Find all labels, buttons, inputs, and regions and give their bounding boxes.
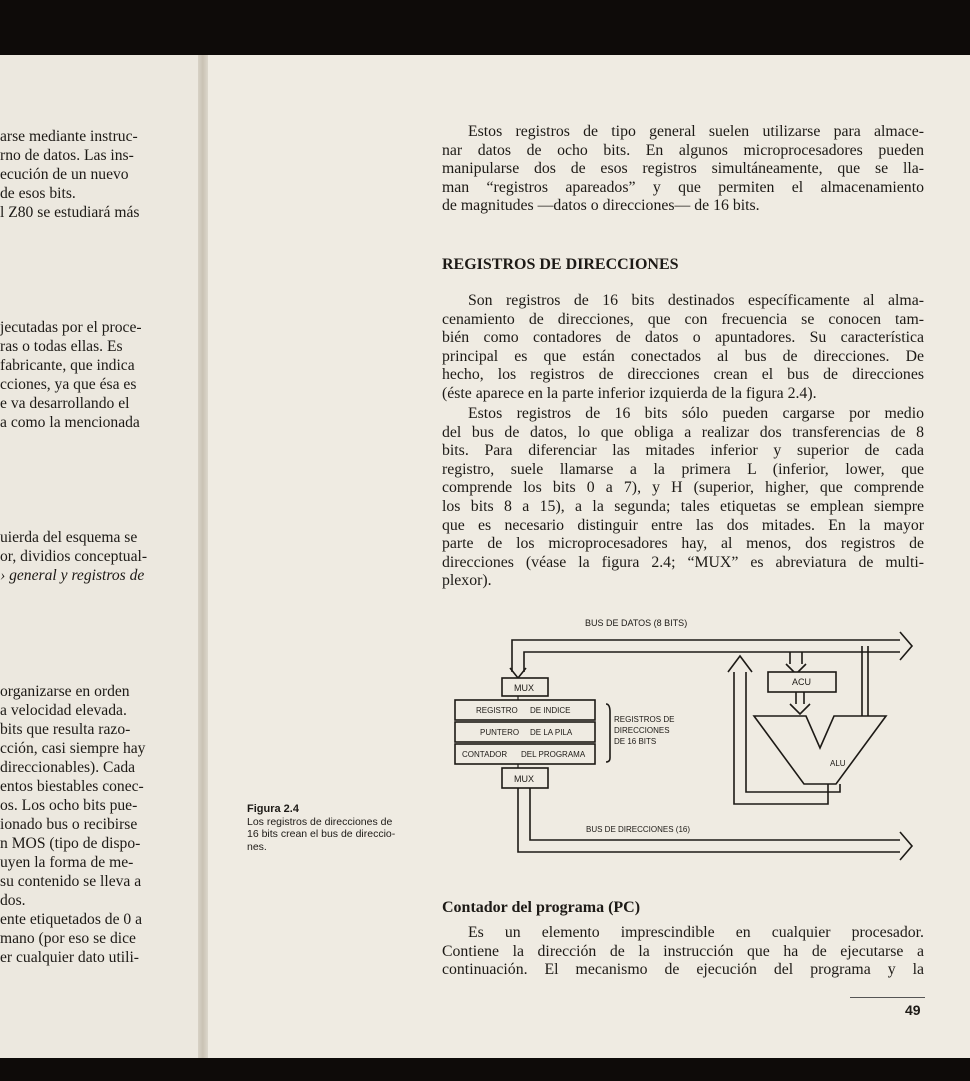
- bracket-label-3: DE 16 BITS: [614, 737, 657, 746]
- text-line: hecho, los registros de direcciones crean el bus de direcciones: [442, 366, 924, 384]
- register-index-label-a: REGISTRO: [476, 706, 518, 715]
- text-line: del bus de datos, lo que obliga a realizar dos transferencias de 8: [442, 423, 924, 441]
- left-page-line: de esos bits.: [0, 185, 76, 202]
- bracket-label-1: REGISTROS DE: [614, 715, 675, 724]
- text-line: Son registros de 16 bits destinados específicamente al alma-: [468, 292, 924, 309]
- left-page-line: direccionables). Cada: [0, 759, 136, 776]
- section-paragraph-1: [442, 292, 924, 404]
- text-line: los bits 8 a 15), a la segunda; tales etiquetas se emplean siempre: [442, 497, 924, 515]
- bus-data-label: BUS DE DATOS (8 BITS): [585, 618, 688, 628]
- left-page-line: os. Los ocho bits pue-: [0, 797, 138, 814]
- left-page-line: organizarse en orden: [0, 683, 130, 700]
- left-page-line: entos biestables conec-: [0, 778, 144, 795]
- left-page-line: ente etiquetados de 0 a: [0, 911, 143, 928]
- caption-line: nes.: [247, 840, 267, 853]
- left-page-line: ionado bus o recibirse: [0, 816, 138, 833]
- text-line: Estos registros de tipo general suelen utilizarse para almace-: [468, 123, 924, 140]
- text-line: (éste aparece en la parte inferior izquierda de la figura 2.4).: [442, 384, 817, 402]
- register-index-label-b: DE INDICE: [530, 706, 571, 715]
- intro-paragraph: [442, 123, 924, 216]
- text-line: continuación. El mecanismo de ejecución del programa y la: [442, 961, 924, 979]
- left-page-line: uyen la forma de me-: [0, 854, 134, 871]
- caption-title: Figura 2.4: [247, 803, 299, 815]
- left-page-line: cciones, ya que ésa es: [0, 376, 137, 393]
- left-page-line: a como la mencionada: [0, 414, 140, 431]
- mux-top-label: MUX: [514, 683, 534, 693]
- left-page-line: jecutadas por el proce-: [0, 319, 142, 336]
- figure-caption: [247, 803, 427, 853]
- left-page-line: a velocidad elevada.: [0, 702, 127, 719]
- text-line: comprende los bits 0 a 7), y H (superior, higher, que comprende: [442, 479, 924, 497]
- register-pc-label-a: CONTADOR: [462, 750, 508, 759]
- text-line: parte de los microprocesadores hay, al menos, dos registros de: [442, 535, 924, 553]
- register-pc-label-b: DEL PROGRAMA: [521, 750, 586, 759]
- pc-subheading: Contador del programa (PC): [442, 899, 641, 916]
- register-stack-label-b: DE LA PILA: [530, 728, 573, 737]
- left-page-line: or, dividios conceptual-: [0, 548, 148, 565]
- pc-paragraph: [442, 924, 924, 980]
- left-page-line: ras o todas ellas. Es: [0, 338, 123, 355]
- text-line: man “registros apareados” y que permiten el almacenamiento: [442, 178, 924, 196]
- text-line: direcciones (véase la figura 2.4; “MUX” es abreviatura de multi-: [442, 553, 924, 571]
- left-page-line: mano (por eso se dice: [0, 930, 136, 947]
- figure-diagram: [450, 612, 920, 867]
- top-dark-band: [0, 0, 970, 58]
- page-number-rule: [850, 997, 925, 998]
- text-line: bién como contadores de datos o apuntadores. Su característica: [442, 329, 924, 347]
- bottom-dark-band: [0, 1058, 970, 1081]
- page-number: 49: [905, 1002, 921, 1018]
- text-line: registro, suele llamarse a la primera L (inferior, lower, que: [442, 460, 924, 478]
- text-line: cenamiento de direcciones, que con frecuencia se conocen tam-: [442, 310, 924, 328]
- left-page-line: e va desarrollando el: [0, 395, 130, 412]
- text-line: principal es que están conectados al bus de direcciones. De: [442, 347, 924, 365]
- left-page-line: ecución de un nuevo: [0, 166, 129, 183]
- text-line: Estos registros de 16 bits sólo pueden cargarse por medio: [468, 405, 924, 422]
- register-stack-label-a: PUNTERO: [480, 728, 520, 737]
- left-page-line: dos.: [0, 892, 26, 909]
- text-line: de magnitudes —datos o direcciones— de 16 bits.: [442, 197, 760, 215]
- left-page-line: rno de datos. Las ins-: [0, 147, 134, 164]
- text-line: plexor).: [442, 572, 492, 590]
- text-line: bits. Para diferenciar las mitades inferior y superior de cada: [442, 442, 924, 460]
- left-page-line: fabricante, que indica: [0, 357, 135, 374]
- left-page: [0, 55, 200, 1061]
- left-page-line: cción, casi siempre hay: [0, 740, 146, 757]
- left-page-line: l Z80 se estudiará más: [0, 204, 140, 221]
- text-line: Contiene la dirección de la instrucción que ha de ejecutarse a: [442, 942, 924, 960]
- mux-bottom-label: MUX: [514, 774, 534, 784]
- text-line: Es un elemento imprescindible en cualquier procesador.: [468, 924, 924, 941]
- left-page-line: bits que resulta razo-: [0, 721, 131, 738]
- left-page-line: uierda del esquema se: [0, 529, 138, 546]
- left-page-line: › general y registros de: [0, 567, 145, 584]
- text-line: que es necesario distinguir entre las dos mitades. En la mayor: [442, 516, 924, 534]
- bus-address-label: BUS DE DIRECCIONES (16): [586, 825, 691, 834]
- section-heading: REGISTROS DE DIRECCIONES: [442, 256, 679, 273]
- bracket-label-2: DIRECCIONES: [614, 726, 670, 735]
- caption-line: 16 bits crean el bus de direccio-: [247, 828, 396, 840]
- alu-label: ALU: [830, 759, 846, 768]
- left-page-line: su contenido se lleva a: [0, 873, 142, 890]
- text-line: manipularse dos de esos registros simultáneamente, que se lla-: [442, 160, 924, 178]
- left-page-line: er cualquier dato utili-: [0, 949, 139, 966]
- acu-label: ACU: [792, 677, 812, 687]
- caption-line: Los registros de direcciones de: [247, 815, 393, 828]
- section-paragraph-2: [442, 405, 924, 591]
- left-page-line: n MOS (tipo de dispo-: [0, 835, 141, 852]
- text-line: nar datos de ocho bits. En algunos microprocesadores pueden: [442, 141, 924, 159]
- left-page-line: arse mediante instruc-: [0, 128, 138, 145]
